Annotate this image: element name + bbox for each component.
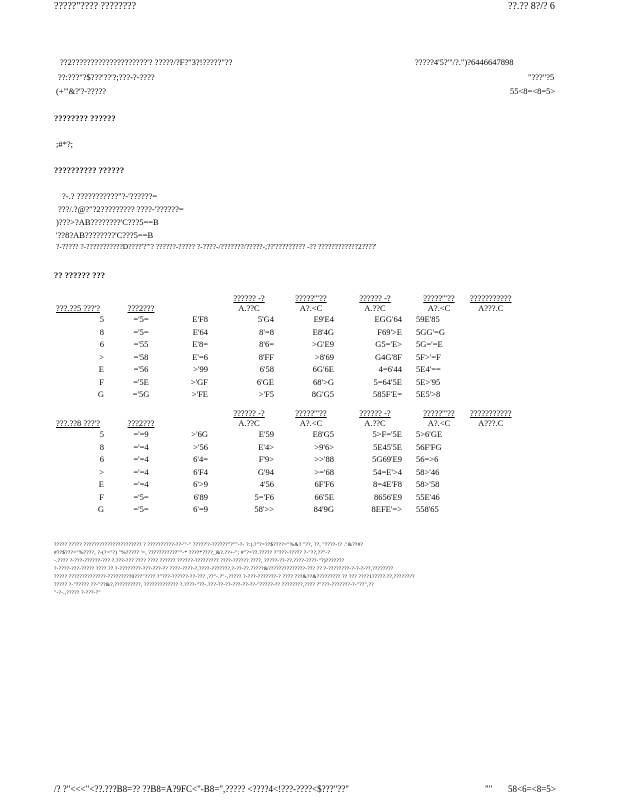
table-cell: 5GG'=G [416, 326, 445, 337]
para-line-3: )???>?AB????????'C???5==B [56, 217, 159, 227]
table-cell: 58>'58 [416, 479, 440, 489]
row-label: 5 [99, 429, 104, 439]
col2-header: ???2??? [127, 303, 155, 313]
col-header-4: ?????'"?? [423, 293, 455, 303]
footer-mid: "" [485, 784, 493, 794]
table-cell: E8'4G [312, 326, 334, 337]
table-row [56, 376, 512, 389]
table-cell: >'GF [190, 376, 208, 387]
row-label: 5 [99, 314, 104, 324]
table-cell: >'99 [193, 364, 208, 374]
table-cell: 84'9G [313, 504, 334, 514]
table-cell: >='68 [314, 466, 334, 477]
table-cell: ='5= [133, 314, 149, 324]
table-cell: 8EFE'=> [371, 504, 402, 514]
table-cell: >>'88 [314, 454, 334, 464]
table-cell: ='=9 [133, 429, 149, 439]
table-cell: 585F'E= [373, 389, 402, 399]
table-cell: 8G'G5 [311, 389, 334, 399]
table-cell: >9'6> [314, 441, 334, 452]
table-cell: >'F5 [258, 389, 274, 399]
col-header-2: ?????'"?? [295, 408, 327, 418]
row-label: 6 [99, 339, 104, 349]
col-sub-1: A.??C [238, 303, 260, 313]
table-row [56, 351, 512, 364]
table-cell: 5E5'>8 [416, 389, 441, 399]
section-heading-2: ?????????? ?????? [54, 165, 125, 175]
intro-line-2-left: ??:???"?$???'??'?;???-?-???? [58, 72, 155, 82]
intro-line-2-right: "???"?5 [528, 72, 555, 82]
col-sub-1: A.??C [238, 418, 260, 428]
table-cell: F69'>E [377, 326, 402, 337]
row-label: F [99, 376, 104, 387]
table-cell: ='=4 [133, 454, 149, 464]
row-label: G [97, 504, 104, 514]
table-cell: 558'65 [416, 504, 439, 514]
table-cell: >G'E9 [312, 339, 334, 349]
table-row [56, 478, 512, 491]
table-cell: G4G'8F [374, 351, 402, 362]
table-cell: ='5G [132, 389, 150, 399]
table-cell: E'F8 [192, 314, 208, 324]
row-label: 6 [99, 454, 104, 464]
table-cell: 5E45'5E [373, 441, 402, 452]
table-cell: 5G='=E [416, 339, 443, 349]
data-table-1 [56, 294, 512, 401]
table-cell: 6G'6E [312, 364, 334, 374]
col-sub-2: A?.<C [299, 418, 323, 428]
table-cell: 56=>6 [416, 454, 439, 464]
para-line-4: '??8?AB????????'C???5==B [56, 230, 154, 240]
table-cell: 5G69'E9 [372, 454, 402, 464]
table-cell: 56F'FG [416, 441, 442, 452]
footer-left: /? ?"<<<"<??.???B8=?? ??B8=A?9FC<"-B8=",????? <????4<!???-????<$???"??" [54, 784, 349, 794]
table-row [56, 466, 512, 479]
small-line: ;#*?; [56, 139, 73, 149]
col-sub-4: A?.<C [427, 303, 451, 313]
table-cell: 8656'E9 [374, 491, 402, 502]
table-cell: 6'>9 [193, 479, 208, 489]
table-cell: 5>F='5E [372, 429, 402, 439]
table-cell: 6'GE [256, 376, 274, 387]
col-sub-3: A.??C [364, 303, 386, 313]
row-label: > [99, 351, 104, 362]
intro-line-3-left: (+'"&?'?-????? [56, 86, 107, 96]
table-row [56, 428, 512, 441]
col-sub-2: A?.<C [299, 303, 323, 313]
col-header-4: ?????'"?? [423, 408, 455, 418]
table-cell: 6F'F6 [314, 479, 334, 489]
table-cell: 6'F4 [193, 466, 208, 477]
table-cell: E8'G5 [312, 429, 334, 439]
table-cell: 6'=9 [193, 504, 208, 514]
table-cell: 58'>> [254, 504, 274, 514]
table-cell: ='5= [133, 504, 149, 514]
table-cell: ='58 [133, 351, 149, 362]
row-label: 8 [99, 441, 104, 452]
table-row [56, 388, 512, 401]
data-table-2 [56, 409, 512, 516]
intro-line-1-right: ?????4'5?'"/?.")?6446647898 [415, 57, 514, 67]
table-cell: 8=4E'F8 [373, 479, 402, 489]
col-sub-4: A?.<C [427, 418, 451, 428]
table-cell: 5'G4 [257, 314, 274, 324]
table-cell: E'4> [258, 441, 274, 452]
col-header-2: ?????'"?? [295, 293, 327, 303]
table-cell: >'56 [193, 441, 208, 452]
para-line-2: ???/.?@?"?2????????? ????-'??????= [58, 204, 184, 214]
table-cell: E'=6 [192, 351, 208, 362]
table-cell: 8'=8 [259, 326, 274, 337]
table-cell: ='5E [133, 376, 149, 387]
table-row [56, 363, 512, 376]
table-cell: 55E'46 [416, 491, 440, 502]
footnote-line-7: "-?-.,????? ?-???-?" [54, 590, 101, 596]
footer-right: 58<6=<8=5> [508, 784, 556, 794]
intro-line-3-right: 55<8=<8=5> [510, 86, 556, 96]
table-cell: 5E4'== [416, 364, 441, 374]
table-row [56, 313, 512, 326]
row-label: 8 [99, 326, 104, 337]
row-label: F [99, 491, 104, 502]
table-cell: 5=64'5E [373, 376, 402, 387]
row-label: > [99, 466, 104, 477]
table-cell: 4'56 [259, 479, 274, 489]
table-cell: 5F>'=F [416, 351, 441, 362]
table-cell: 4=6'44 [378, 364, 402, 374]
section-heading-1: ???????? ?????? [54, 113, 116, 123]
table-cell: 5E>'95 [416, 376, 441, 387]
para-line-5: ?-????? ?-???????????D????'?"'? ??????-????? ?-????-/???????/?????-;??'????????? -?? ????????????2????' [56, 242, 377, 251]
table-cell: 5>6'GE [416, 429, 443, 439]
table-cell: 54=E'>4 [372, 466, 402, 477]
para-line-1: ?-.? ???????????"?-'??????= [62, 191, 158, 201]
table-cell: ='56 [133, 364, 149, 374]
table-cell: EGG'64 [374, 314, 402, 324]
table-row [56, 491, 512, 504]
table-cell: ='55 [133, 339, 149, 349]
col-sub-3: A.??C [364, 418, 386, 428]
running-header-page: ??.?? 8?/? 6 [508, 1, 555, 12]
table-cell: ='5= [133, 491, 149, 502]
table-cell: 6'58 [259, 364, 274, 374]
table-cell: ='5= [133, 326, 149, 337]
table-cell: >'6G [191, 429, 208, 439]
col-header-5: ??????????? [470, 293, 512, 303]
table-cell: >8'69 [314, 351, 334, 362]
table-cell: >'FE [191, 389, 208, 399]
table-row [56, 441, 512, 454]
table-cell: ='=4 [133, 466, 149, 477]
table-cell: 8'FF [258, 351, 274, 362]
footnote-line-6: ????? ?-"????? ??-"??&?,??????????, ????????????? ?.????-"??-.???-??-??-???-??-??-"?????-?? ????????,???? ?"???-???????-?-"??",?? [54, 582, 374, 588]
table-row [56, 503, 512, 516]
col-header-5: ??????????? [470, 408, 512, 418]
row-label: E [98, 479, 104, 489]
col-sub-5: A???.C [478, 418, 504, 428]
table-cell: 66'5E [314, 491, 334, 502]
table-cell: G'94 [257, 466, 274, 477]
section-heading-3: ?? ?????? ??? [54, 270, 105, 280]
table-cell: E'59 [258, 429, 274, 439]
table-cell: ='=4 [133, 441, 149, 452]
table-cell: 5='F6 [254, 491, 274, 502]
table-cell: E'8= [192, 339, 208, 349]
table-row [56, 326, 512, 339]
table-row [56, 338, 512, 351]
table-row [56, 453, 512, 466]
row-label-header: ???.??5 ???'? [56, 303, 100, 313]
table-cell: 6'4= [193, 454, 208, 464]
footnote-line-5: ????? ??????????????-?????????0???"???? ?"???-??????-??-??? ,??"-.?"-,????? ?-???-???????-? ???? ???&??&????????? ?? ??? ????1?????.??,???????? [54, 574, 415, 580]
table-cell: F'9> [258, 454, 274, 464]
row-label: E [98, 364, 104, 374]
table-cell: 59E'85 [416, 314, 440, 324]
footnote-line-4: ?-????-???-????? ???? ?? ?-????????-???-???-?? ????-????-?,????-???????,?-??-??.?????&??????????????-??? ?? ?-????????-?-?-?-??,???????? [54, 566, 394, 572]
row-label: G [97, 389, 104, 399]
col-header-1: ?????? -? [233, 408, 265, 418]
table-cell: 6'89 [193, 491, 208, 502]
col-sub-5: A???.C [478, 303, 504, 313]
table-cell: G5='E> [375, 339, 402, 349]
footnote-line-3: -.???? ?-???-??????-??? ?.???-??? ???? ???? ?????? ??????-????????? ????-?????? ????, ?????-??-??.????-????-"?)??????? [54, 558, 345, 564]
table-cell: E'64 [192, 326, 208, 337]
intro-line-1-left: ??2????????????????????'? ?????/?F?"3?!?????"?? [60, 57, 233, 67]
footnote-line-2: #??$???="%????, ?-(?="?) "%????? '=, ???????????""-* ????*????_&?.??+-"; #"?=??.????? ?"???-????? ?-"??,??"-? [54, 550, 331, 556]
footnote-line-1: ????? ????? ?????????????????????? ? ??????????-??-'"-" ?????'?-??????"?""-?- ?:).?"?=??$????="%&? "??, ??, "????-!? ."&??#? [54, 542, 364, 548]
table-cell: 68'>G [313, 376, 334, 387]
table-cell: ='=4 [133, 479, 149, 489]
col-header-3: ?????? -? [359, 293, 391, 303]
col-header-1: ?????? -? [233, 293, 265, 303]
col-header-3: ?????? -? [359, 408, 391, 418]
table-cell: E9'E4 [313, 314, 334, 324]
table-cell: 58>'46 [416, 466, 440, 477]
col2-header: ???2??? [127, 418, 155, 428]
table-cell: 8'6= [259, 339, 274, 349]
running-header-title: ?????"???? ???????? [54, 1, 137, 12]
row-label-header: ???.??8 ???'? [56, 418, 100, 428]
